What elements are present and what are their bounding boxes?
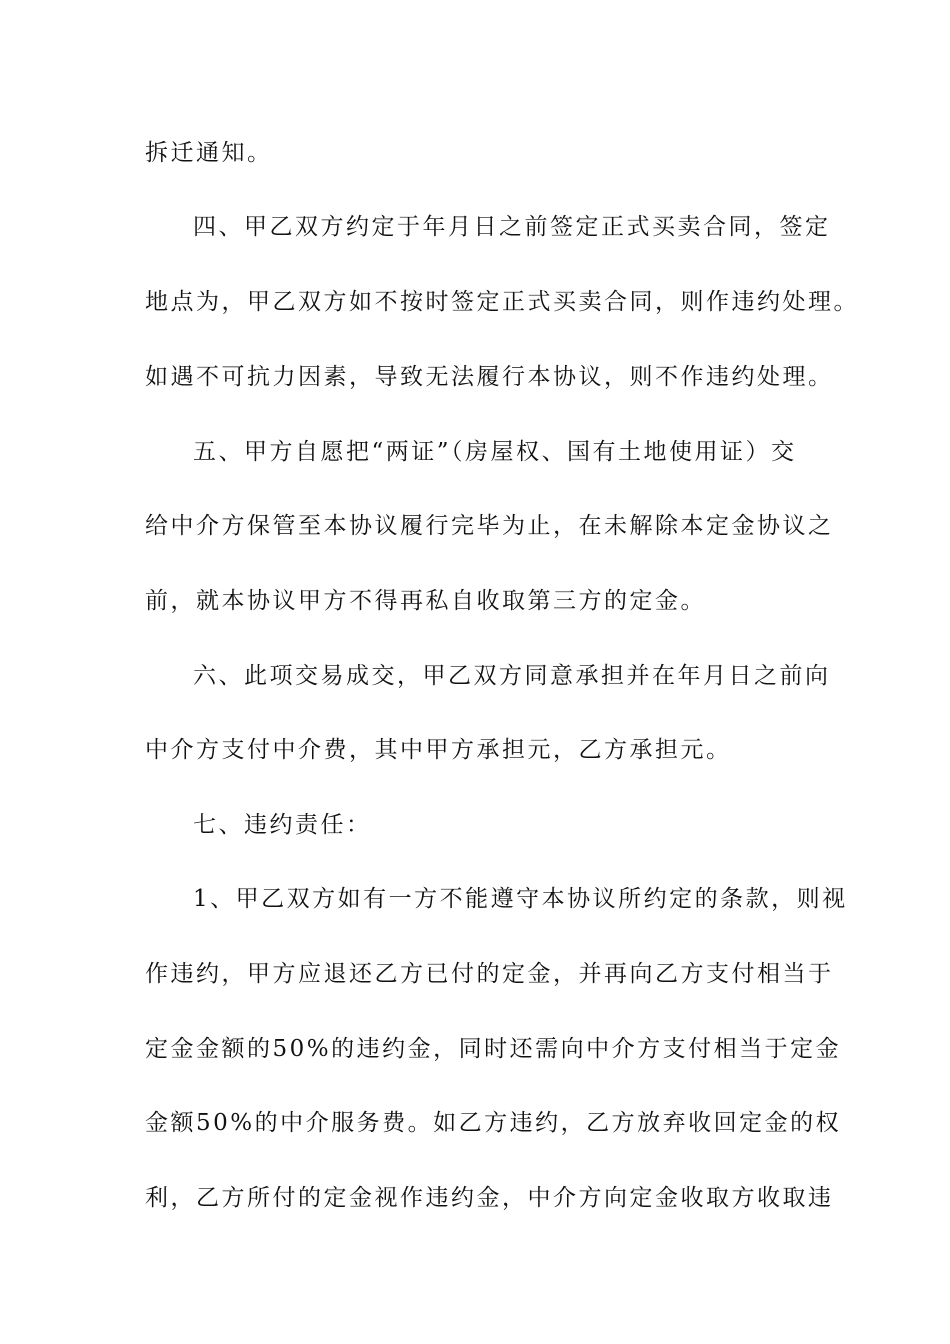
paragraph-six-line: 六、此项交易成交，甲乙双方同意承担并在年月日之前向 <box>193 663 831 689</box>
text-line: 中介方支付中介费，其中甲方承担元，乙方承担元。 <box>145 737 732 763</box>
clause-one-line: 1、甲乙双方如有一方不能遵守本协议所约定的条款，则视 <box>193 886 848 912</box>
text-line: 前，就本协议甲方不得再私自收取第三方的定金。 <box>145 588 706 614</box>
text-line: 地点为，甲乙双方如不按时签定正式买卖合同，则作违约处理。 <box>145 289 859 315</box>
text-line: 金额50%的中介服务费。如乙方违约，乙方放弃收回定金的权 <box>145 1110 842 1136</box>
text-line: 如遇不可抗力因素，导致无法履行本协议，则不作违约处理。 <box>145 364 834 390</box>
section-heading-breach: 七、违约责任： <box>193 812 372 838</box>
text-line: 作违约，甲方应退还乙方已付的定金，并再向乙方支付相当于 <box>145 961 834 987</box>
text-line: 利，乙方所付的定金视作违约金，中介方向定金收取方收取违 <box>145 1185 834 1211</box>
text-line: 给中介方保管至本协议履行完毕为止，在未解除本定金协议之 <box>145 513 834 539</box>
paragraph-five-line: 五、甲方自愿把“两证”（房屋权、国有土地使用证）交 <box>193 439 797 465</box>
paragraph-four-line: 四、甲乙双方约定于年月日之前签定正式买卖合同，签定 <box>193 214 831 240</box>
text-line: 拆迁通知。 <box>145 140 273 166</box>
text-line: 定金金额的50%的违约金，同时还需向中介方支付相当于定金 <box>145 1036 842 1062</box>
